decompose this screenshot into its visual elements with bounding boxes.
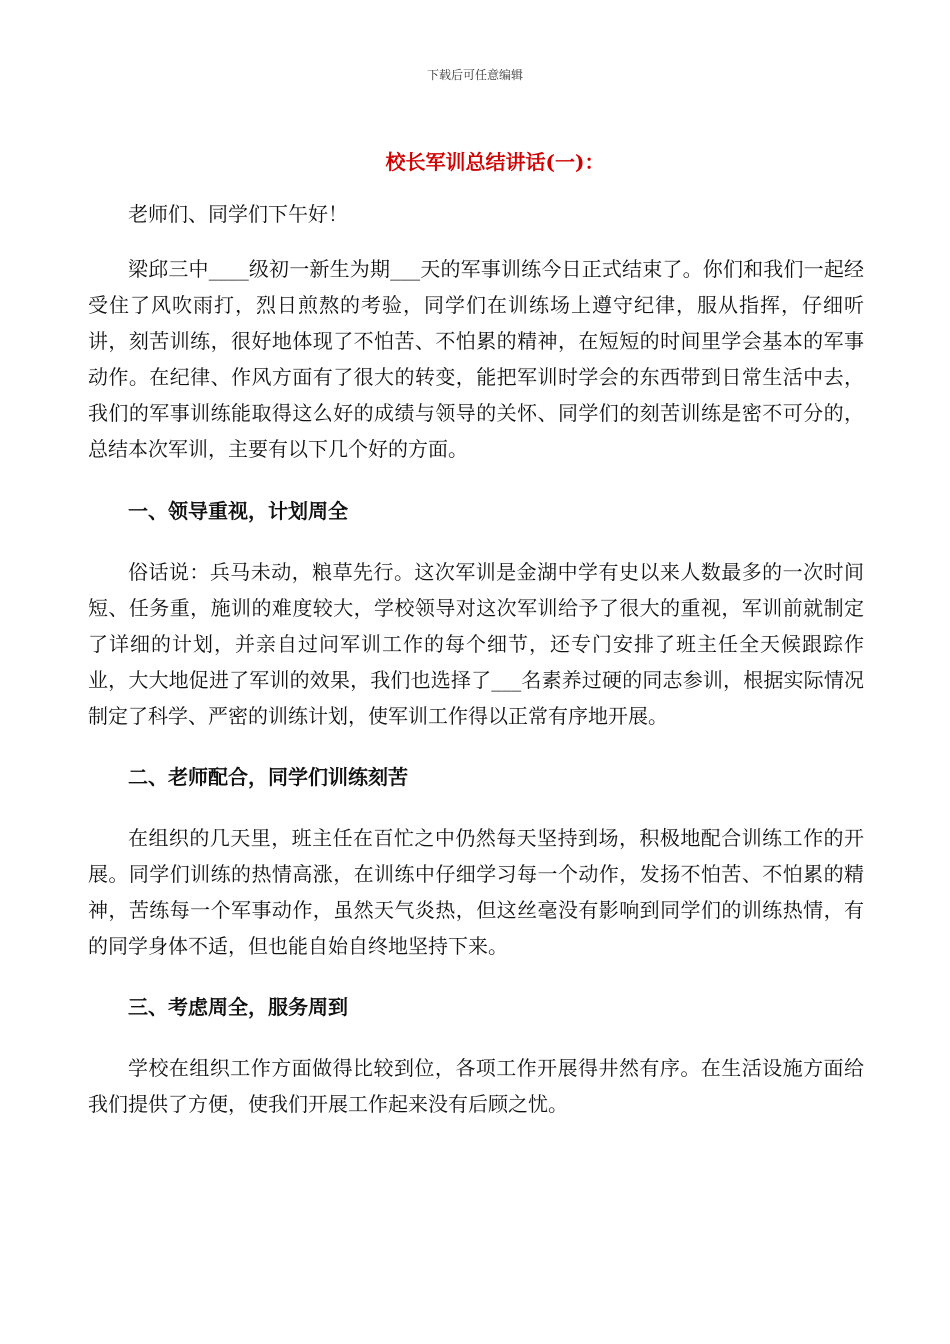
section-1-heading: 一、领导重视，计划周全 <box>128 499 348 523</box>
document-title: 校长军训总结讲话(一)： <box>385 150 605 174</box>
section-2-body: 在组织的几天里，班主任在百忙之中仍然每天坚持到场，积极地配合训练工作的开展。同学们训练的热情高涨，在训练中仔细学习每一个动作，发扬不怕苦、不怕累的精神，苦练每一个军事动作，虽然天气炎热，但这丝毫没有影响到同学们的训练热情，有的同学身体不适，但也能自始自终地坚持下来。 <box>88 826 864 958</box>
greeting: 老师们、同学们下午好！ <box>128 202 348 226</box>
section-2-heading: 二、老师配合，同学们训练刻苦 <box>128 765 408 789</box>
section-3-heading: 三、考虑周全，服务周到 <box>128 995 348 1019</box>
header-note: 下载后可任意编辑 <box>426 68 523 82</box>
section-1-body: 俗话说：兵马未动，粮草先行。这次军训是金湖中学有史以来人数最多的一次时间短、任务重，施训的难度较大，学校领导对这次军训给予了很大的重视，军训前就制定了详细的计划，并亲自过问军训工作的每个细节，还专门安排了班主任全天候跟踪作业，大大地促进了军训的效果，我们也选择了___名素养过硬的同志参训，根据实际情况制定了科学、严密的训练计划，使军训工作得以正常有序地开展。 <box>88 560 864 728</box>
document-body <box>88 196 864 1122</box>
section-3-body: 学校在组织工作方面做得比较到位，各项工作开展得井然有序。在生活设施方面给我们提供了方便，使我们开展工作起来没有后顾之忧。 <box>88 1056 864 1116</box>
intro-paragraph: 梁邱三中____级初一新生为期___天的军事训练今日正式结束了。你们和我们一起经受住了风吹雨打，烈日煎熬的考验，同学们在训练场上遵守纪律，服从指挥，仔细听讲，刻苦训练，很好地体现了不怕苦、不怕累的精神，在短短的时间里学会基本的军事动作。在纪律、作风方面有了很大的转变，能把军训时学会的东西带到日常生活中去，我们的军事训练能取得这么好的成绩与领导的关怀、同学们的刻苦训练是密不可分的，总结本次军训，主要有以下几个好的方面。 <box>88 257 864 461</box>
